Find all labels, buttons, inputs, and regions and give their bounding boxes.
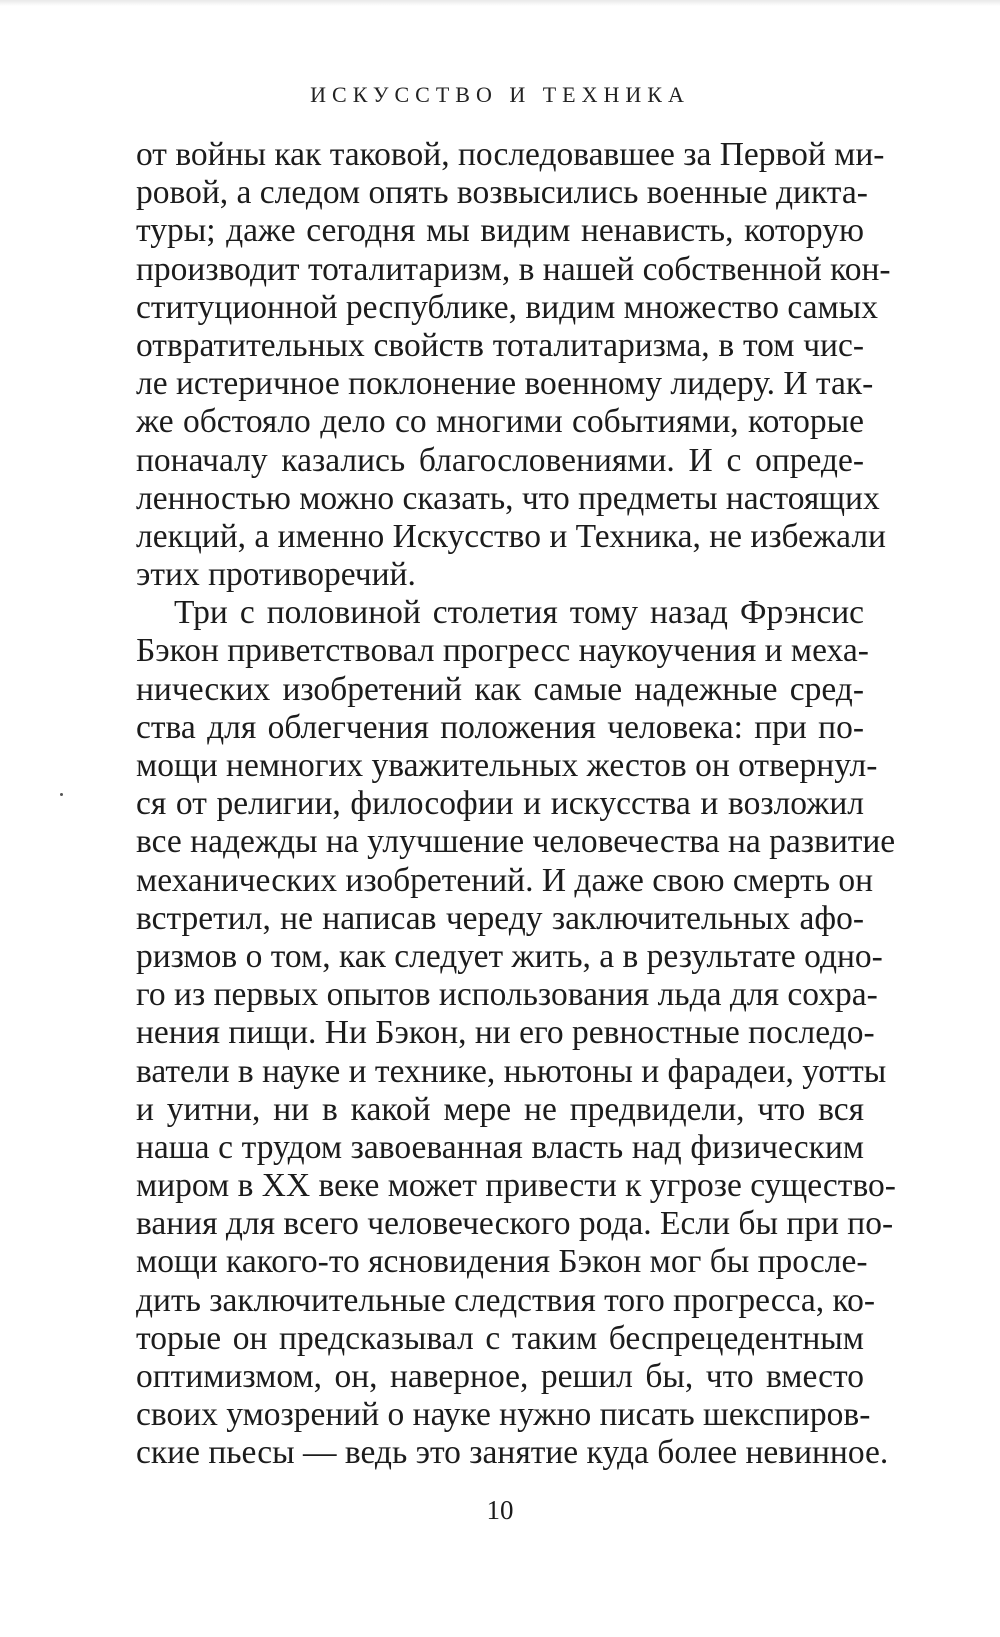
margin-speck <box>60 793 63 796</box>
text-line: ства для облегчения положения человека: при по- <box>136 708 864 746</box>
text-line: торые он предсказывал с таким беспрецедентным <box>136 1319 864 1357</box>
text-line: механических изобретений. И даже свою смерть он <box>136 861 874 899</box>
text-line: этих противоречий. <box>136 556 416 594</box>
text-line: ституционной республике, видим множество самых <box>136 288 878 326</box>
text-line: миром в XX веке может привести к угрозе существо- <box>136 1167 896 1205</box>
text-line: своих умозрений о науке нужно писать шекспиров- <box>136 1396 871 1434</box>
text-line: вания для всего человеческого рода. Если бы при по- <box>136 1205 894 1243</box>
text-line: нических изобретений как самые надежные сред- <box>136 670 864 708</box>
text-line: дить заключительные следствия того прогресса, ко- <box>136 1281 876 1319</box>
text-line: от войны как таковой, последовавшее за Первой ми- <box>136 136 885 173</box>
text-line: производит тоталитаризм, в нашей собственной кон- <box>136 250 891 288</box>
body-text <box>136 136 896 1473</box>
text-line: ле истеричное поклонение военному лидеру. И так- <box>136 365 874 403</box>
text-line: встретил, не написав череду заключительных афо- <box>136 899 864 937</box>
text-line: ленностью можно сказать, что предметы настоящих <box>136 479 880 517</box>
text-line: ся от религии, философии и искусства и возложил <box>136 785 864 823</box>
page-number: 10 <box>486 1495 514 1525</box>
text-line: отвратительных свойств тоталитаризма, в том чис- <box>136 326 864 364</box>
text-line: ризмов о том, как следует жить, а в результате одно- <box>136 937 883 975</box>
text-line: туры; даже сегодня мы видим ненависть, которую <box>136 212 864 250</box>
text-line: мощи немногих уважительных жестов он отвернул- <box>136 747 878 784</box>
text-line: нения пищи. Ни Бэкон, ни его ревностные последо- <box>136 1014 875 1052</box>
text-line: ские пьесы — ведь это занятие куда более невинное. <box>136 1434 889 1472</box>
text-line: и уитни, ни в какой мере не предвидели, что вся <box>136 1090 864 1128</box>
text-line: же обстояло дело со многими событиями, которые <box>136 403 864 441</box>
text-line: оптимизмом, он, наверное, решил бы, что вместо <box>136 1358 864 1395</box>
running-head: ИСКУССТВО И ТЕХНИКА <box>310 82 690 107</box>
text-line: все надежды на улучшение человечества на развитие <box>136 823 896 861</box>
text-line: поначалу казались благословениями. И с опреде- <box>136 441 864 479</box>
text-line: наша с трудом завоеванная власть над физическим <box>136 1128 864 1166</box>
text-line: Три с половиной столетия тому назад Фрэнсис <box>174 594 864 632</box>
page-top-edge <box>0 0 1000 6</box>
text-line: го из первых опытов использования льда для сохра- <box>136 976 878 1014</box>
text-line: ватели в науке и технике, ньютоны и фарадеи, уотты <box>136 1052 887 1090</box>
text-line: лекций, а именно Искусство и Техника, не избежали <box>136 517 886 555</box>
text-line: Бэкон приветствовал прогресс наукоучения и меха- <box>136 632 869 670</box>
text-line: мощи какого-то ясновидения Бэкон мог бы просле- <box>136 1243 868 1281</box>
text-line: ровой, а следом опять возвысились военные дикта- <box>136 174 868 212</box>
